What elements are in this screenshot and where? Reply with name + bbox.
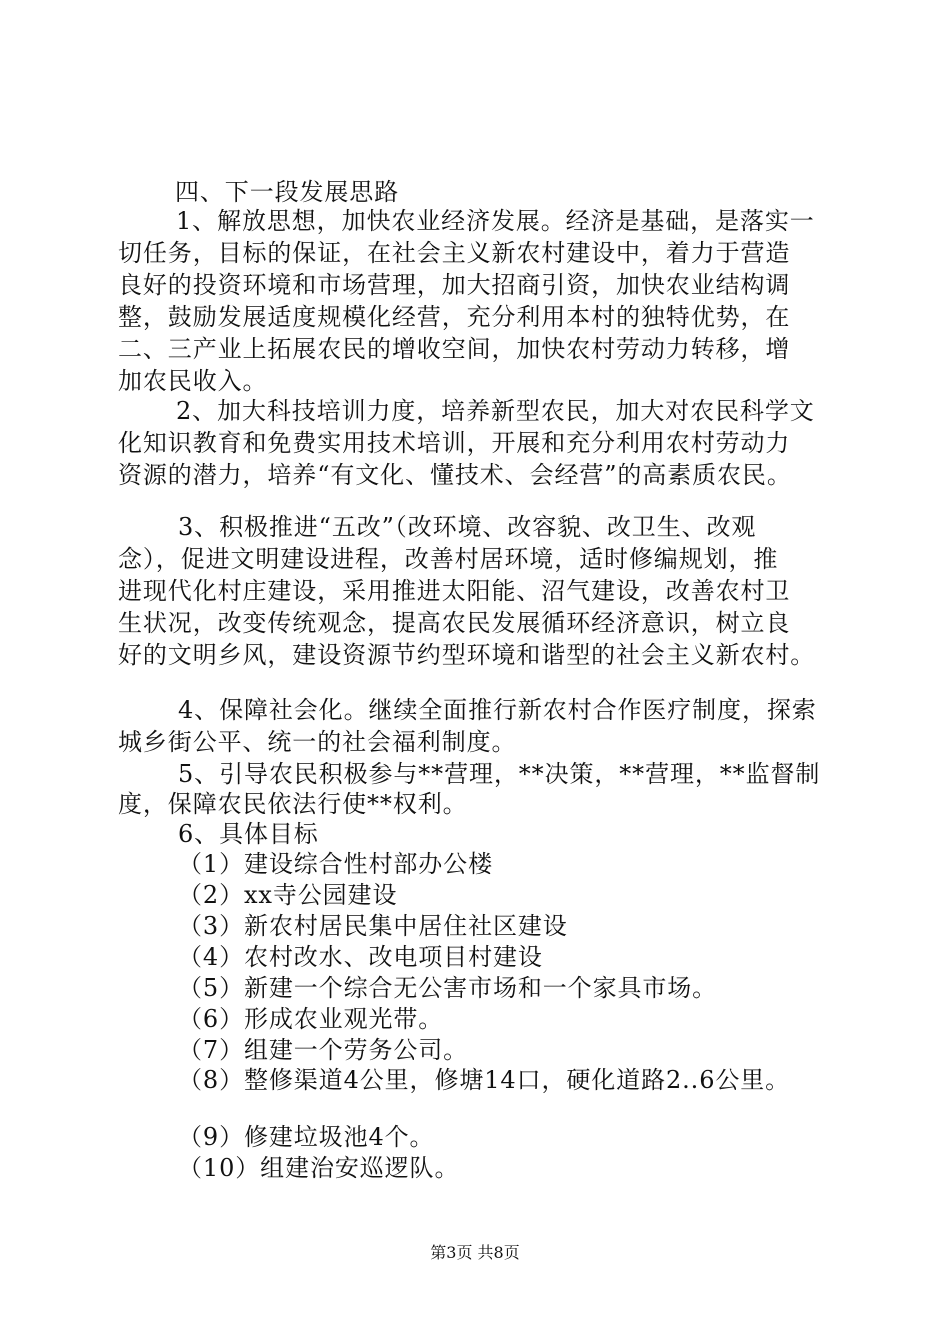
paragraph-line: 1、解放思想，加快农业经济发展。经济是基础，是落实一	[176, 207, 815, 235]
paragraph-line: 进现代化村庄建设，采用推进太阳能、沼气建设，改善农村卫	[118, 577, 791, 605]
paragraph-line: 切任务，目标的保证，在社会主义新农村建设中，着力于营造	[118, 239, 791, 267]
list-item: （3）新农村居民集中居住社区建设	[178, 912, 568, 940]
list-item: （1）建设综合性村部办公楼	[178, 850, 493, 878]
paragraph-line: 二、三产业上拓展农民的增收空间，加快农村劳动力转移，增	[118, 335, 791, 363]
paragraph-line: 资源的潜力，培养“有文化、懂技术、会经营”的高素质农民。	[118, 461, 792, 489]
section-heading: 四、下一段发展思路	[175, 178, 400, 206]
list-item: （9）修建垃圾池4个。	[178, 1123, 435, 1151]
list-item: （4）农村改水、改电项目村建设	[178, 943, 543, 971]
paragraph-line: 度，保障农民依法行使**权利。	[118, 790, 468, 818]
goals-heading: 6、具体目标	[178, 820, 319, 848]
paragraph-line: 整，鼓励发展适度规模化经营，充分利用本村的独特优势，在	[118, 303, 791, 331]
paragraph-line: 5、引导农民积极参与**营理，**决策，**营理，**监督制	[178, 760, 821, 788]
list-item: （7）组建一个劳务公司。	[178, 1036, 469, 1064]
list-item: （2）xx寺公园建设	[178, 881, 398, 909]
list-item: （10）组建治安巡逻队。	[178, 1154, 460, 1182]
list-item: （6）形成农业观光带。	[178, 1005, 444, 1033]
list-item: （8）整修渠道4公里，修塘14口，硬化道路2..6公里。	[178, 1066, 791, 1094]
paragraph-line: 生状况，改变传统观念，提高农民发展循环经济意识，树立良	[118, 609, 791, 637]
paragraph-line: 好的文明乡风，建设资源节约型环境和谐型的社会主义新农村。	[118, 641, 816, 669]
paragraph-line: 2、加大科技培训力度，培养新型农民，加大对农民科学文	[176, 397, 815, 425]
paragraph-line: 加农民收入。	[118, 367, 268, 395]
paragraph-line: 念），促进文明建设进程，改善村居环境，适时修编规划，推	[118, 545, 779, 573]
list-item: （5）新建一个综合无公害市场和一个家具市场。	[178, 974, 718, 1002]
page-number-footer: 第3页 共8页	[430, 1243, 520, 1262]
paragraph-line: 化知识教育和免费实用技术培训，开展和充分利用农村劳动力	[118, 429, 791, 457]
paragraph-line: 城乡街公平、统一的社会福利制度。	[118, 728, 517, 756]
paragraph-line: 4、保障社会化。继续全面推行新农村合作医疗制度，探索	[178, 696, 817, 724]
paragraph-line: 良好的投资环境和市场营理，加大招商引资，加快农业结构调	[118, 271, 791, 299]
paragraph-line: 3、积极推进“五改”（改环境、改容貌、改卫生、改观	[178, 513, 757, 541]
